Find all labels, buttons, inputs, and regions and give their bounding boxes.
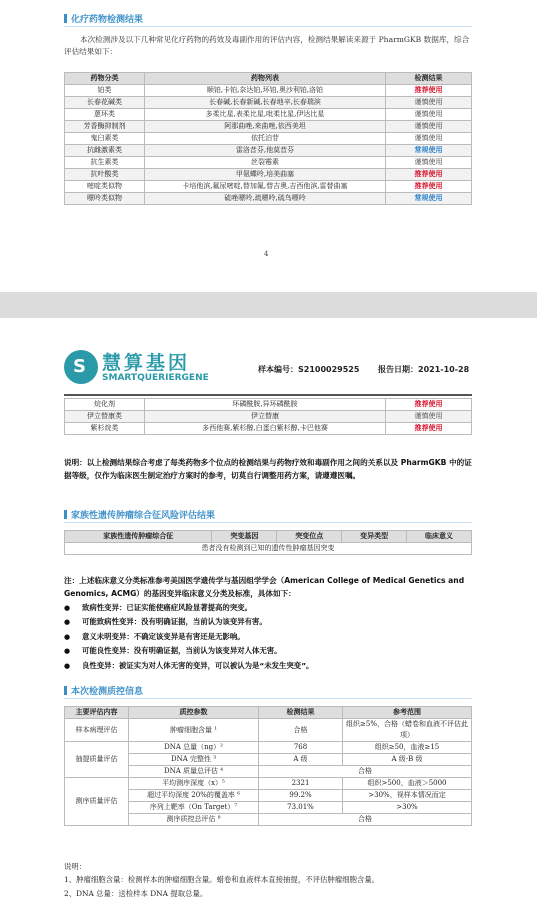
table-row: [65, 97, 472, 109]
list-item: ● 可能良性变异：没有明确证据，当前认为该变异对人体无害。: [64, 644, 474, 658]
report-page-5: [0, 318, 537, 918]
qc-param: 测序质控总评估 ⁸: [129, 814, 259, 826]
list-item: ● 致病性变异：已证实能使癌症风险显著提高的突变。: [64, 601, 474, 615]
qc-reference: A 级-B 级: [343, 754, 472, 766]
qc-reference: 组织>500，血液＞5000: [343, 778, 472, 790]
company-logo: [64, 348, 209, 388]
chemo-intro: 本次检测涉及以下几种常见化疗药物的药效及毒副作用的评估内容，检测结果解读来源于 PharmGKB 数据库，综合评估结果如下：: [64, 35, 470, 56]
table-row: [65, 399, 472, 411]
drug-result: 谨慎使用: [386, 157, 472, 169]
table-row: [65, 193, 472, 205]
qc-param: DNA 总量（ng）²: [129, 742, 259, 754]
page-number: 4: [264, 250, 269, 258]
drug-list: 多西他赛,紫杉醇,白蛋白紫杉醇,卡巴他赛: [145, 423, 386, 435]
explanation-item: 2、DNA 总量：送检样本 DNA 提取总量。: [64, 888, 208, 898]
drug-list: 依托泊苷: [145, 133, 386, 145]
logo-cn-text: 慧算基因: [102, 352, 191, 374]
qc-category: 样本病理评估: [65, 719, 129, 742]
col-header-significance: 临床意义: [407, 531, 472, 543]
col-header-class: 药物分类: [65, 73, 145, 85]
drug-list: 长春碱,长春新碱,长春地辛,长春瑞滨: [145, 97, 386, 109]
drug-result: 常规使用: [386, 193, 472, 205]
drug-class: 铂类: [65, 85, 145, 97]
logo-en-text: SMARTQUERIERGENE: [102, 373, 209, 383]
report-date: 报告日期：2021-10-28: [378, 365, 470, 374]
explanation-item: 1、肿瘤细胞含量：检测样本的肿瘤细胞含量。蜡卷和血液样本直接抽提，不评估肿瘤细胞含量。: [64, 875, 380, 885]
chemo-results-table: [64, 72, 472, 205]
qc-result: 合格: [259, 766, 472, 778]
report-page-4: [0, 0, 537, 292]
drug-class: 鬼臼素类: [65, 133, 145, 145]
drug-result: 谨慎使用: [386, 109, 472, 121]
qc-reference: >30%，视样本情况而定: [343, 790, 472, 802]
drug-class: 烷化剂: [65, 399, 145, 411]
qc-result: 合格: [259, 814, 472, 826]
drug-class: 芳香酶抑制剂: [65, 121, 145, 133]
qc-result: 768: [259, 742, 343, 754]
drug-result: 谨慎使用: [386, 121, 472, 133]
qc-result: 2321: [259, 778, 343, 790]
col-header-param: 质控参数: [129, 707, 259, 719]
drug-result: 谨慎使用: [386, 133, 472, 145]
table-row: [65, 109, 472, 121]
hereditary-section-title: 家族性遗传肿瘤综合征风险评估结果: [64, 508, 215, 521]
table-row: [65, 411, 472, 423]
explanation-title: 说明：: [64, 862, 87, 871]
drug-class: 长春花碱类: [65, 97, 145, 109]
drug-list: 阿那曲唑,来曲唑,依西美坦: [145, 121, 386, 133]
qc-param: 肿瘤细胞含量 ¹: [129, 719, 259, 742]
drug-list: 雷洛昔芬,他莫昔芬: [145, 145, 386, 157]
qc-result: 99.2%: [259, 790, 343, 802]
col-header-syndrome: 家族性遗传肿瘤综合征: [65, 531, 212, 543]
qc-table: [64, 706, 472, 826]
results-disclaimer: 说明：以上检测结果综合考虑了每类药物多个位点的检测结果与药物疗效和毒副作用之间的关系以及 PharmGKB 中的证据等级，仅作为临床医生制定治疗方案时的参考，切莫自行调整用药方案，请遵遵医嘱。: [64, 458, 472, 480]
drug-result: 推荐使用: [386, 169, 472, 181]
drug-list: 甲氨蝶呤,培美曲塞: [145, 169, 386, 181]
col-header-category: 主要评估内容: [65, 707, 129, 719]
hereditary-empty-row: 患者没有检测到已知的遗传性肿瘤基因突变: [65, 543, 472, 555]
col-header-qc-result: 检测结果: [259, 707, 343, 719]
drug-class: 蒽环类: [65, 109, 145, 121]
qc-result: A 级: [259, 754, 343, 766]
drug-list: 卡培他滨,氟尿嘧啶,替加氟,替吉奥,吉西他滨,雷替曲塞: [145, 181, 386, 193]
qc-category: 抽提质量评估: [65, 742, 129, 778]
col-header-result: 检测结果: [386, 73, 472, 85]
drug-result: 推荐使用: [386, 85, 472, 97]
qc-param: 序列上靶率（On Target）⁷: [129, 802, 259, 814]
col-header-reference: 参考范围: [343, 707, 472, 719]
drug-class: 抗叶酸类: [65, 169, 145, 181]
list-item: ● 良性变异：被证实为对人体无害的变异，可以被认为是“未发生突变”。: [64, 659, 474, 673]
qc-explanations: [64, 860, 476, 900]
section-divider: [64, 522, 472, 523]
chemo-section-title: 化疗药物检测结果: [64, 12, 143, 25]
drug-class: 抗雌激素类: [65, 145, 145, 157]
drug-class: 紫杉烷类: [65, 423, 145, 435]
qc-param: DNA 质量总评估 ⁴: [129, 766, 259, 778]
table-row: [65, 145, 472, 157]
col-header-site: 突变位点: [277, 531, 342, 543]
hereditary-table: [64, 530, 472, 555]
drug-class: 伊立替康类: [65, 411, 145, 423]
sample-number: 样本编号：S2100029525: [258, 365, 360, 374]
drug-list: 伊立替康: [145, 411, 386, 423]
list-item: ● 可能致病性变异：没有明确证据，当前认为该变异有害。: [64, 615, 474, 629]
logo-mark-icon: S: [64, 350, 98, 384]
section-divider: [64, 698, 472, 699]
drug-list: 环磷酰胺,异环磷酰胺: [145, 399, 386, 411]
col-header-drugs: 药物列表: [145, 73, 386, 85]
drug-list: 丝裂霉素: [145, 157, 386, 169]
drug-class: 嘧啶类似物: [65, 181, 145, 193]
acmg-bullet-list: [64, 601, 474, 673]
header-divider: [64, 394, 472, 396]
drug-result: 谨慎使用: [386, 97, 472, 109]
drug-result: 谨慎使用: [386, 411, 472, 423]
qc-section-title: 本次检测质控信息: [64, 684, 143, 697]
qc-reference: 组织≥5%，合格（蜡卷和血液不评估此项）: [343, 719, 472, 742]
drug-result: 常规使用: [386, 145, 472, 157]
drug-list: 硫唑嘌呤,巯嘌呤,硫鸟嘌呤: [145, 193, 386, 205]
qc-param: 平均测序深度（x）⁵: [129, 778, 259, 790]
col-header-gene: 突变基因: [212, 531, 277, 543]
drug-list: 顺铂,卡铂,奈达铂,环铂,奥沙利铂,洛铂: [145, 85, 386, 97]
qc-category: 测序质量评估: [65, 778, 129, 826]
table-row: [65, 742, 472, 754]
table-row: [65, 169, 472, 181]
table-row: [65, 157, 472, 169]
qc-result: 合格: [259, 719, 343, 742]
drug-list: 多柔比星,表柔比星,吡柔比星,伊达比星: [145, 109, 386, 121]
drug-class: 抗生素类: [65, 157, 145, 169]
drug-result: 推荐使用: [386, 399, 472, 411]
drug-class: 嘌呤类似物: [65, 193, 145, 205]
table-row: [65, 181, 472, 193]
qc-param: DNA 完整性 ³: [129, 754, 259, 766]
qc-reference: >30%: [343, 802, 472, 814]
table-row: [65, 423, 472, 435]
acmg-note: 注：上述临床意义分类标准参考美国医学遗传学与基因组学学会（American College of Medical Genetics and Genomics, ACMG）的基因变异临床意义分类及标准，具体如下：: [64, 576, 465, 598]
table-row: [65, 778, 472, 790]
table-row: [65, 121, 472, 133]
table-row: [65, 85, 472, 97]
chemo-results-table-cont: [64, 398, 472, 435]
col-header-type: 变异类型: [342, 531, 407, 543]
qc-result: 73.01%: [259, 802, 343, 814]
drug-result: 推荐使用: [386, 181, 472, 193]
list-item: ● 意义未明变异：不确定该变异是有害还是无影响。: [64, 630, 474, 644]
table-row: [65, 719, 472, 742]
drug-result: 推荐使用: [386, 423, 472, 435]
section-divider: [64, 26, 472, 27]
qc-reference: 组织≥50，血液≥15: [343, 742, 472, 754]
qc-param: 超过平均深度 20%的覆盖率 ⁶: [129, 790, 259, 802]
table-row: [65, 133, 472, 145]
